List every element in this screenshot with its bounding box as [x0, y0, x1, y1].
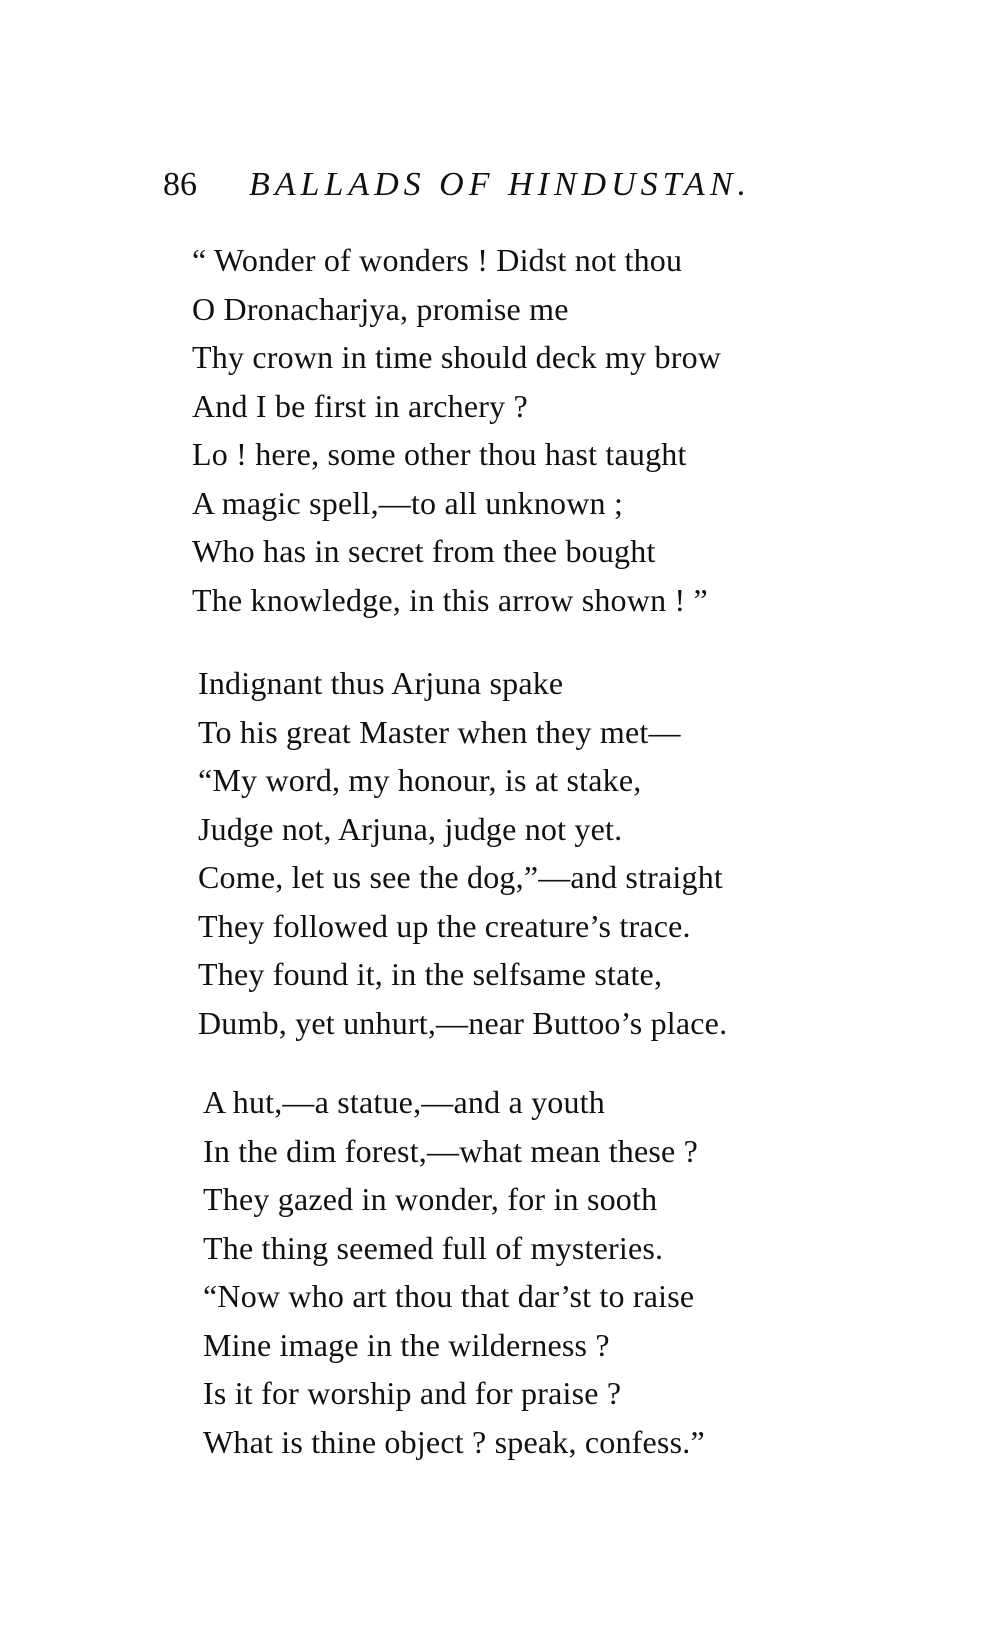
poem-line: They found it, in the selfsame state,	[198, 956, 663, 992]
poem-line: “My word, my honour, is at stake,	[198, 762, 642, 798]
poem-line: Is it for worship and for praise ?	[203, 1375, 622, 1411]
stanza	[198, 659, 727, 1047]
poem-line: Thy crown in time should deck my brow	[192, 339, 722, 375]
poem-line: In the dim forest,—what mean these ?	[203, 1132, 699, 1169]
poem-line: Who has in secret from thee bought	[192, 533, 656, 569]
poem-line: Judge not, Arjuna, judge not yet.	[198, 810, 623, 847]
poem-line: O Dronacharjya, promise me	[192, 290, 569, 327]
poem-line: Come, let us see the dog,”—and straight	[198, 859, 724, 895]
page-number: 86	[163, 166, 197, 203]
poem-line: The knowledge, in this arrow shown ! ”	[192, 581, 708, 618]
poem-line: To his great Master when they met—	[198, 713, 681, 750]
poem-line: They followed up the creature’s trace.	[198, 907, 691, 944]
poem-line: A magic spell,—to all unknown ;	[192, 484, 624, 521]
poem-line: Indignant thus Arjuna spake	[198, 665, 564, 701]
poem-line: Dumb, yet unhurt,—near Buttoo’s place.	[198, 1004, 728, 1041]
poem-line: A hut,—a statue,—and a youth	[203, 1084, 605, 1120]
poem-line: Mine image in the wilderness ?	[203, 1326, 610, 1363]
poem-line: Lo ! here, some other thou hast taught	[192, 436, 687, 472]
poem-line: What is thine object ? speak, confess.”	[203, 1423, 705, 1460]
poem-line: And I be first in archery ?	[192, 387, 528, 424]
poem-line: “Now who art thou that dar’st to raise	[203, 1278, 695, 1314]
poem-line: “ Wonder of wonders ! Didst not thou	[192, 242, 683, 278]
poem-line: The thing seemed full of mysteries.	[203, 1229, 664, 1266]
poem-line: They gazed in wonder, for in sooth	[203, 1181, 658, 1217]
stanza	[203, 1078, 705, 1466]
running-header	[163, 160, 823, 210]
stanza	[192, 236, 721, 624]
running-title: BALLADS OF HINDUSTAN.	[249, 166, 751, 203]
